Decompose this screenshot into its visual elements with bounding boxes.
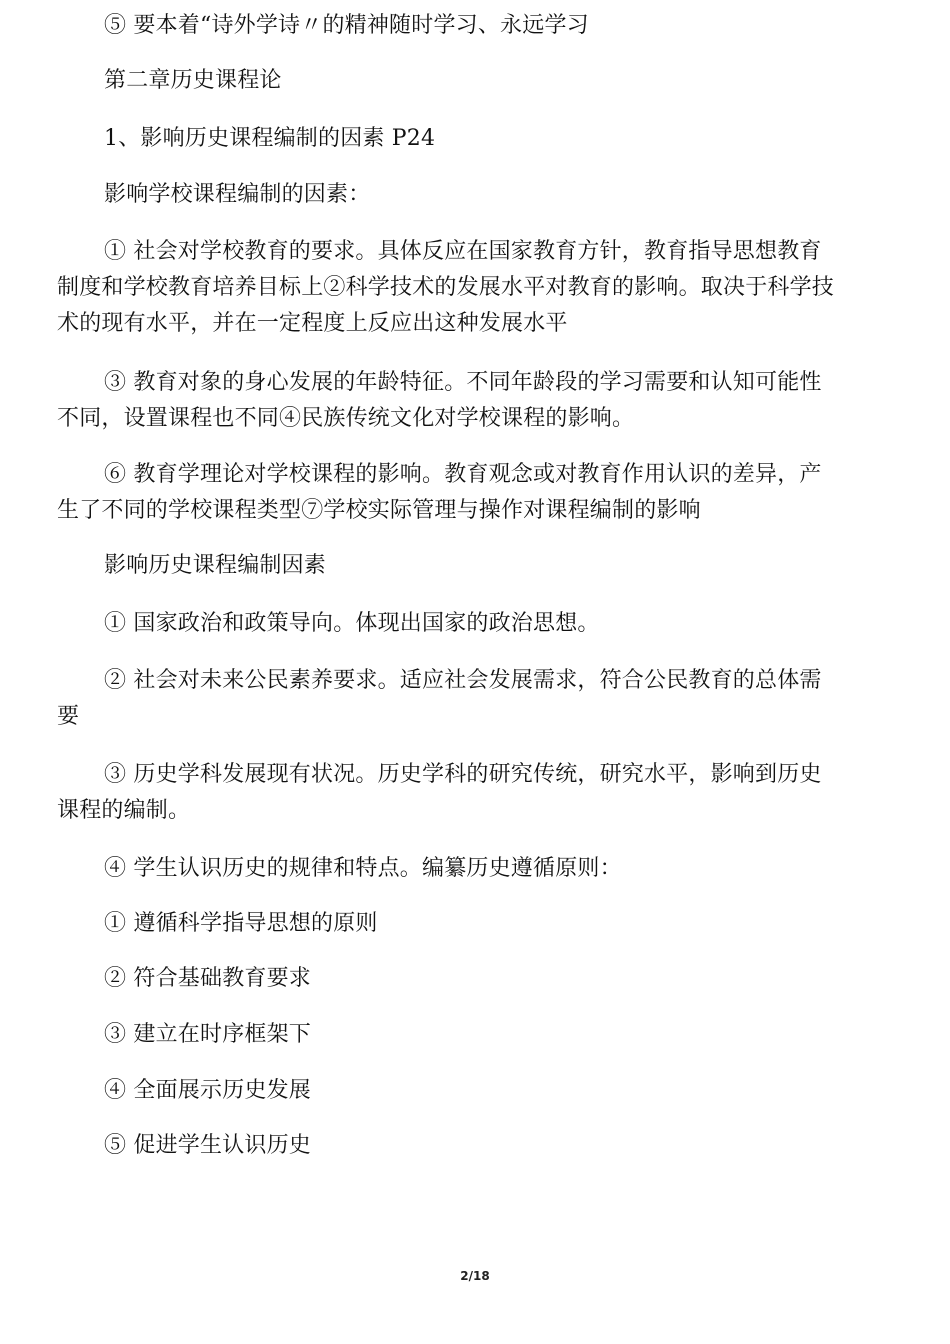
list-item: ① 国家政治和政策导向。体现出国家的政治思想。 <box>104 611 600 636</box>
paragraph-line: 制度和学校教育培养目标上②科学技术的发展水平对教育的影响。取决于科学技 <box>57 275 835 300</box>
paragraph-line: ① 社会对学校教育的要求。具体反应在国家教育方针，教育指导思想教育 <box>104 239 822 264</box>
list-item: ① 遵循科学指导思想的原则 <box>104 911 378 936</box>
list-item: ② 符合基础教育要求 <box>104 966 311 991</box>
paragraph <box>57 457 889 529</box>
paragraph-line: ② 社会对未来公民素养要求。适应社会发展需求，符合公民教育的总体需 <box>104 668 822 693</box>
paragraph-line: ③ 教育对象的身心发展的年龄特征。不同年龄段的学习需要和认知可能性 <box>104 370 822 395</box>
paragraph <box>57 663 889 735</box>
list-item: ④ 学生认识历史的规律和特点。编纂历史遵循原则： <box>104 856 622 881</box>
paragraph-line: 不同，设置课程也不同④民族传统文化对学校课程的影响。 <box>57 406 635 431</box>
paragraph-line: 课程的编制。 <box>57 798 191 823</box>
paragraph-line: 要 <box>57 704 80 729</box>
text-line: 影响历史课程编制因素 <box>104 553 327 578</box>
paragraph <box>57 757 889 829</box>
text-line: 影响学校课程编制的因素： <box>104 182 371 207</box>
chapter-heading: 第二章历史课程论 <box>104 68 282 93</box>
section-heading: 1、影响历史课程编制的因素 P24 <box>104 126 436 151</box>
page-number: 2/18 <box>460 1269 490 1283</box>
paragraph-line: ⑥ 教育学理论对学校课程的影响。教育观念或对教育作用认识的差异，产 <box>104 462 822 487</box>
text-line: ⑤ 要本着“诗外学诗〃的精神随时学习、永远学习 <box>104 13 589 38</box>
paragraph-line: 生了不同的学校课程类型⑦学校实际管理与操作对课程编制的影响 <box>57 498 701 523</box>
list-item: ④ 全面展示历史发展 <box>104 1078 311 1103</box>
list-item: ③ 建立在时序框架下 <box>104 1022 311 1047</box>
paragraph <box>57 365 889 437</box>
paragraph-line: 术的现有水平，并在一定程度上反应出这种发展水平 <box>57 311 568 336</box>
paragraph <box>57 234 889 342</box>
paragraph-line: ③ 历史学科发展现有状况。历史学科的研究传统，研究水平，影响到历史 <box>104 762 822 787</box>
list-item: ⑤ 促进学生认识历史 <box>104 1133 311 1158</box>
